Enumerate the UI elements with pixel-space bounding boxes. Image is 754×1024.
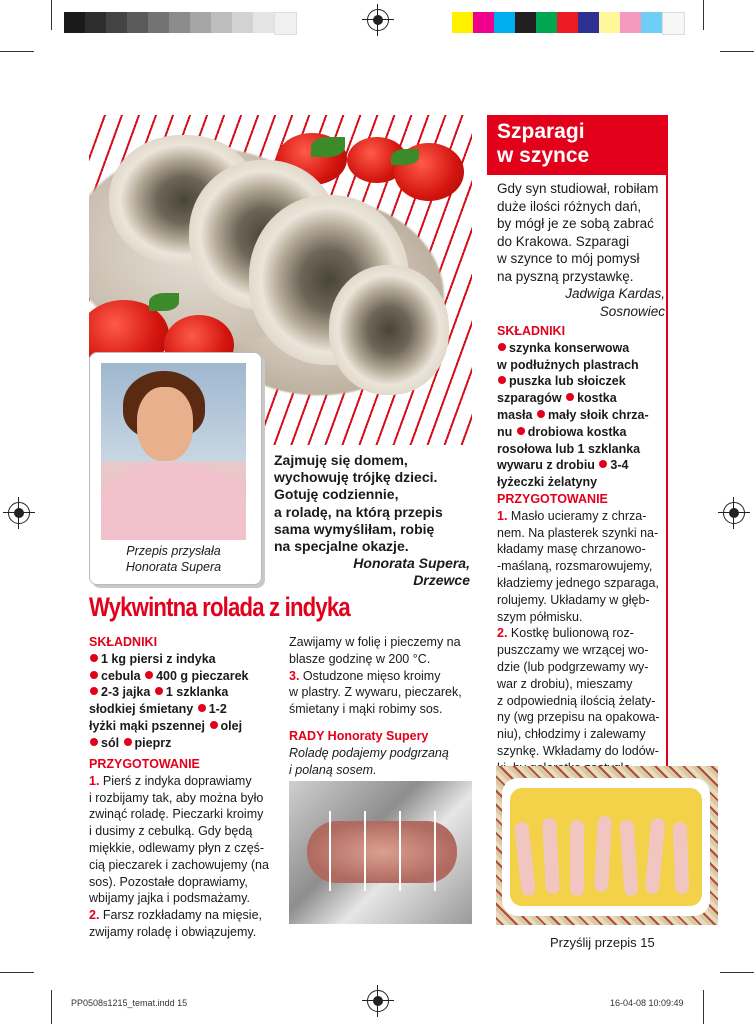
prep-line: Zawijamy w folię i pieczemy na [289,635,461,649]
bullet-icon [90,671,98,679]
prep-line: kładziemy jednego szparaga, [497,575,659,590]
prep-line: 3. Ostudzone mięso kroimy [289,668,441,683]
bullet-icon [566,393,574,401]
raw-rolada-photo [289,781,472,924]
ingredient-line: cebula 400 g pieczarek [89,668,275,685]
caption-line2: Honorata Supera [125,560,222,574]
side-prep-header: PRZYGOTOWANIE [497,492,608,506]
prep-line: zwinąć roladę. Pieczarki kroimy [89,807,264,822]
side-title-line1: Szparagi [497,120,585,143]
quote-line: Gotuję codziennie, [274,486,399,503]
prep-line: puszczamy we wrzącej wo- [497,643,649,658]
side-place: Sosnowiec [599,303,665,319]
bullet-icon [124,738,132,746]
prep-line: kładamy masę chrzanowo- [497,542,646,557]
side-ingredients [497,323,665,491]
bullet-icon [90,687,98,695]
main-recipe-title: Wykwintna rolada z indyka [89,592,350,622]
quote-author: Honorata Supera, [353,555,470,572]
prep-line: wbijamy jajka i podsmażamy. [89,891,250,906]
ingredient-line: 1 kg piersi z indyka [89,651,275,668]
bullet-icon [145,671,153,679]
tips-header: RADY Honoraty Supery [289,728,429,743]
ingredient-line: sól pieprz [89,735,275,752]
ingredient-line: nu drobiowa kostka [497,424,627,439]
bullet-icon [210,721,218,729]
caption-line1: Przepis przysłała [126,544,221,558]
main-prep-header: PRZYGOTOWANIE [89,757,200,771]
ingredient-line: w podłużnych plastrach [497,357,639,372]
prep-line: 1. Pierś z indyka doprawiamy [89,773,252,788]
prep-line: blasze godzinę w 200 °C. [289,651,431,666]
ingredient-line: łyżeczki żelatyny [497,475,598,490]
bullet-icon [537,410,545,418]
prep-line: -maślaną, rozsmarowujemy, [497,559,653,574]
prep-line: i dusimy z cebulką. Gdy będą [89,824,253,839]
prep-line: 2. Kostkę bulionową roz- [497,626,634,641]
prep-line: niu), chłodzimy i zalewamy [497,727,646,742]
intro-line: do Krakowa. Szparagi [497,233,630,249]
prep-line: 1. Masło ucieramy z chrza- [497,508,647,523]
ingredient-line: masła mały słoik chrza- [497,407,649,422]
main-ingredients [89,634,275,752]
bullet-icon [498,343,506,351]
prep-line: sos). Pozostałe doprawiamy, [89,874,248,889]
prep-line: śmietany i mąki robimy sos. [289,702,443,717]
side-recipe-title-box [487,115,668,175]
intro-line: Gdy syn studiował, robiłam [497,181,659,196]
prep-line: z odpowiednią ilością żelaty- [497,693,656,708]
bullet-icon [517,427,525,435]
portrait-caption [101,543,246,575]
quote-line: wychowuję trójkę dzieci. [274,469,438,486]
bullet-icon [198,704,206,712]
registration-mark-top [367,9,389,31]
bullet-icon [90,738,98,746]
timestamp: 16-04-08 10:09:49 [610,998,684,1008]
ingredient-line: słodkiej śmietany 1-2 [89,702,227,717]
bullet-icon [599,460,607,468]
bullet-icon [90,654,98,662]
prep-line: i rozbijamy tak, aby można było [89,790,264,805]
intro-line: w szynce to mój pomysł [497,251,640,266]
bullet-icon [155,687,163,695]
registration-mark-bottom [367,990,389,1012]
side-ingredients-header: SKŁADNIKI [497,324,566,338]
ingredient-line: 2-3 jajka 1 szklanka [89,684,275,701]
prep-line: ny (wg przepisu na opakowa- [497,710,660,725]
author-portrait-photo [101,363,246,540]
tips-line: Roladę podajemy podgrzaną [289,745,449,760]
page-label: Przyślij przepis 15 [550,935,655,950]
intro-line: na pyszną przystawkę. [497,268,634,284]
main-ingredients-header: SKŁADNIKI [89,635,158,649]
ingredient-line: wywaru z drobiu 3-4 [497,458,629,473]
ingredient-line: łyżki mąki pszennej olej [89,718,243,733]
ingredient-line: puszka lub słoiczek [497,373,665,390]
quote-line: Zajmuję się domem, [274,452,408,468]
ingredient-line: rosołowa lub 1 szklanka [497,441,641,456]
quote-line: a roladę, na którą przepis [274,503,443,520]
bullet-icon [498,376,506,384]
side-title-line2: w szynce [497,144,590,167]
ingredient-line: szparagów kostka [497,391,617,406]
side-intro [497,180,665,320]
main-preparation [89,756,275,941]
prep-line: cią pieczarek i zachowujemy (na [89,857,269,872]
prep-line: zwijamy roladę i obwiązujemy. [89,924,257,939]
side-author: Jadwiga Kardas, [565,286,665,301]
intro-line: by mógł je ze sobą zabrać [497,216,654,231]
prep-line: miękkie, odlewamy płyn z częś- [89,840,265,855]
prep-line: 2. Farsz rozkładamy na mięsie, [89,908,262,923]
tips-line: i polaną sosem. [289,762,377,777]
registration-mark-right [723,502,745,524]
file-name: PP0508s1215_temat.indd 15 [71,998,188,1008]
prep-line: szynkę. Wkładamy do lodów- [497,743,659,758]
prep-line: szym półmisku. [497,609,583,624]
quote-place: Drzewce [413,572,470,589]
prep-line: war z drobiu), mieszamy [497,676,633,691]
asparagus-photo [496,766,718,925]
registration-mark-left [8,502,30,524]
quote-line: sama wymyśliłam, robię [274,520,435,537]
prep-line: w plastry. Z wywaru, pieczarek, [289,685,462,700]
ingredient-line: szynka konserwowa [497,340,665,357]
prep-line: dzie (lub podgrzewamy wy- [497,659,649,674]
prep-line: nem. Na plasterek szynki na- [497,525,659,540]
quote-line: na specjalne okazje. [274,538,409,555]
author-quote [274,452,470,590]
prep-line: rolujemy. Układamy w głęb- [497,592,650,607]
intro-line: duże ilości różnych dań, [497,198,642,214]
side-preparation [497,491,665,777]
main-preparation-cont [289,634,475,778]
